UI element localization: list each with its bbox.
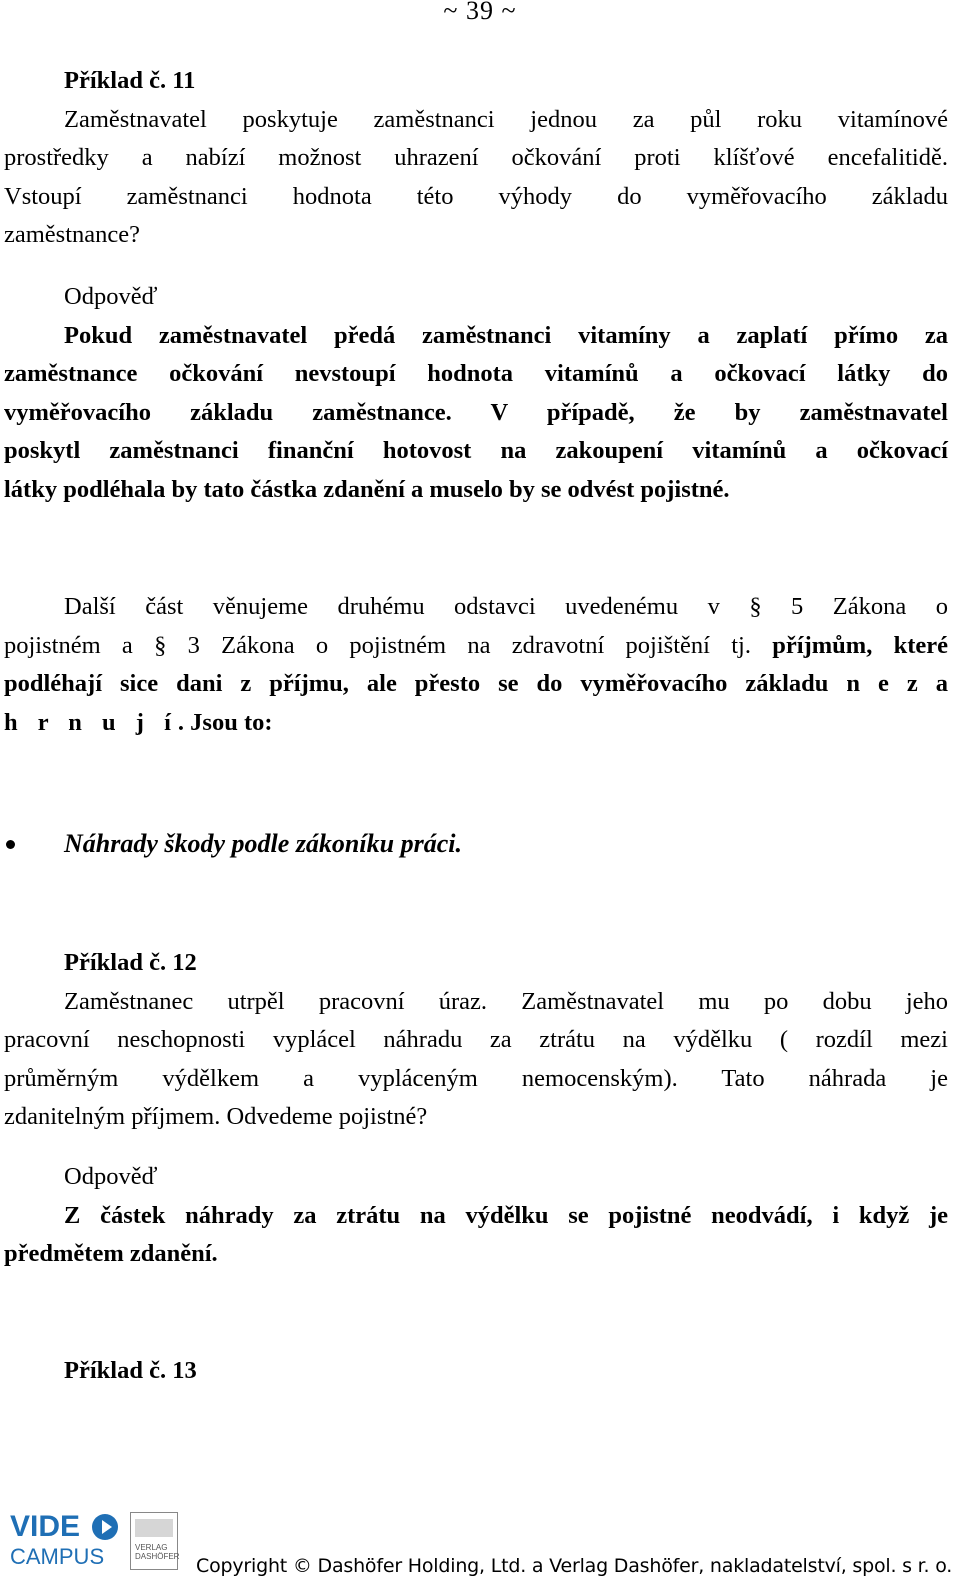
paragraph-line xyxy=(4,627,948,666)
answer-label: Odpověď xyxy=(64,1163,158,1190)
paragraph-line: Další část věnujeme druhému odstavci uvedenému v § 5 Zákona o xyxy=(64,593,948,620)
paragraph-text: . Jsou to: xyxy=(177,708,273,736)
answer-line: látky podléhala by tato částka zdanění a muselo by se odvést pojistné. xyxy=(4,475,730,503)
copyright-notice: Copyright © Dashöfer Holding, Ltd. a Verlag Dashöfer, nakladatelství, spol. s r. o. xyxy=(196,1555,953,1577)
answer-line: vyměřovacího základu zaměstnance. V případě, že by zaměstnavatel xyxy=(4,398,948,426)
example-11-question-line: zaměstnance? xyxy=(4,221,141,249)
answer-line: Z částek náhrady za ztrátu na výdělku se pojistné neodvádí, i když je xyxy=(64,1201,948,1229)
example-12-question-line: průměrným výdělkem a vypláceným nemocenským). Tato náhrada je xyxy=(4,1064,948,1092)
answer-line: Pokud zaměstnavatel předá zaměstnanci vitamíny a zaplatí přímo za xyxy=(64,321,948,349)
answer-label: Odpověď xyxy=(64,283,158,310)
bullet-item xyxy=(64,825,944,864)
play-icon xyxy=(92,1514,118,1540)
example-11-answer xyxy=(4,278,948,510)
logo-text: VIDE xyxy=(10,1510,81,1543)
example-11-question-line: prostředky a nabízí možnost uhrazení očkování proti klíšťové encefalitidě. xyxy=(4,144,948,172)
logo-graphic xyxy=(135,1519,173,1537)
section-paragraph xyxy=(4,588,948,742)
example-12-question-line: zdanitelným příjmem. Odvedeme pojistné? xyxy=(4,1103,428,1131)
example-11-question-line: Zaměstnavatel poskytuje zaměstnanci jednou za půl roku vitamínové xyxy=(64,105,948,133)
footer xyxy=(0,1500,960,1585)
example-12-question-line: Zaměstnanec utrpěl pracovní úraz. Zaměstnavatel mu po dobu jeho xyxy=(64,987,948,1015)
paragraph-bold-text: příjmům, které xyxy=(772,631,949,659)
page-number: ~ 39 ~ xyxy=(443,0,517,25)
paragraph-line xyxy=(4,704,948,743)
example-12-heading: Příklad č. 12 xyxy=(64,949,197,976)
answer-line: zaměstnance očkování nevstoupí hodnota vitamínů a očkovací látky do xyxy=(4,360,948,388)
answer-line: poskytl zaměstnanci finanční hotovost na zakoupení vitamínů a očkovací xyxy=(4,437,948,465)
answer-line: předmětem zdanění. xyxy=(4,1240,218,1268)
example-13-heading: Příklad č. 13 xyxy=(64,1357,197,1384)
example-11-question-line: Vstoupí zaměstnanci hodnota této výhody do vyměřovacího základu xyxy=(4,182,948,210)
logo-text: CAMPUS xyxy=(10,1544,105,1569)
paragraph-line: podléhají sice dani z příjmu, ale přesto se do vyměřovacího základu n e z a xyxy=(4,670,948,698)
spaced-text: h r n u j í xyxy=(4,708,178,736)
paragraph-text: pojistném a § 3 Zákona o pojistném na zdravotní pojištění tj. xyxy=(4,631,751,659)
bullet-icon xyxy=(6,840,15,849)
bullet-item-text: Náhrady škody podle zákoníku práci. xyxy=(64,829,462,858)
example-12 xyxy=(4,944,948,1137)
example-11-heading: Příklad č. 11 xyxy=(64,67,196,94)
example-12-question-line: pracovní neschopnosti vyplácel náhradu za ztrátu na výdělku ( rozdíl mezi xyxy=(4,1026,948,1054)
video-campus-logo xyxy=(8,1510,118,1580)
example-13 xyxy=(4,1352,948,1391)
logo-text: DASHÖFER xyxy=(135,1552,180,1561)
example-12-answer xyxy=(4,1158,948,1274)
example-11 xyxy=(4,62,948,255)
verlag-dashofer-logo xyxy=(130,1512,178,1570)
logo-text: VERLAG xyxy=(135,1543,168,1552)
